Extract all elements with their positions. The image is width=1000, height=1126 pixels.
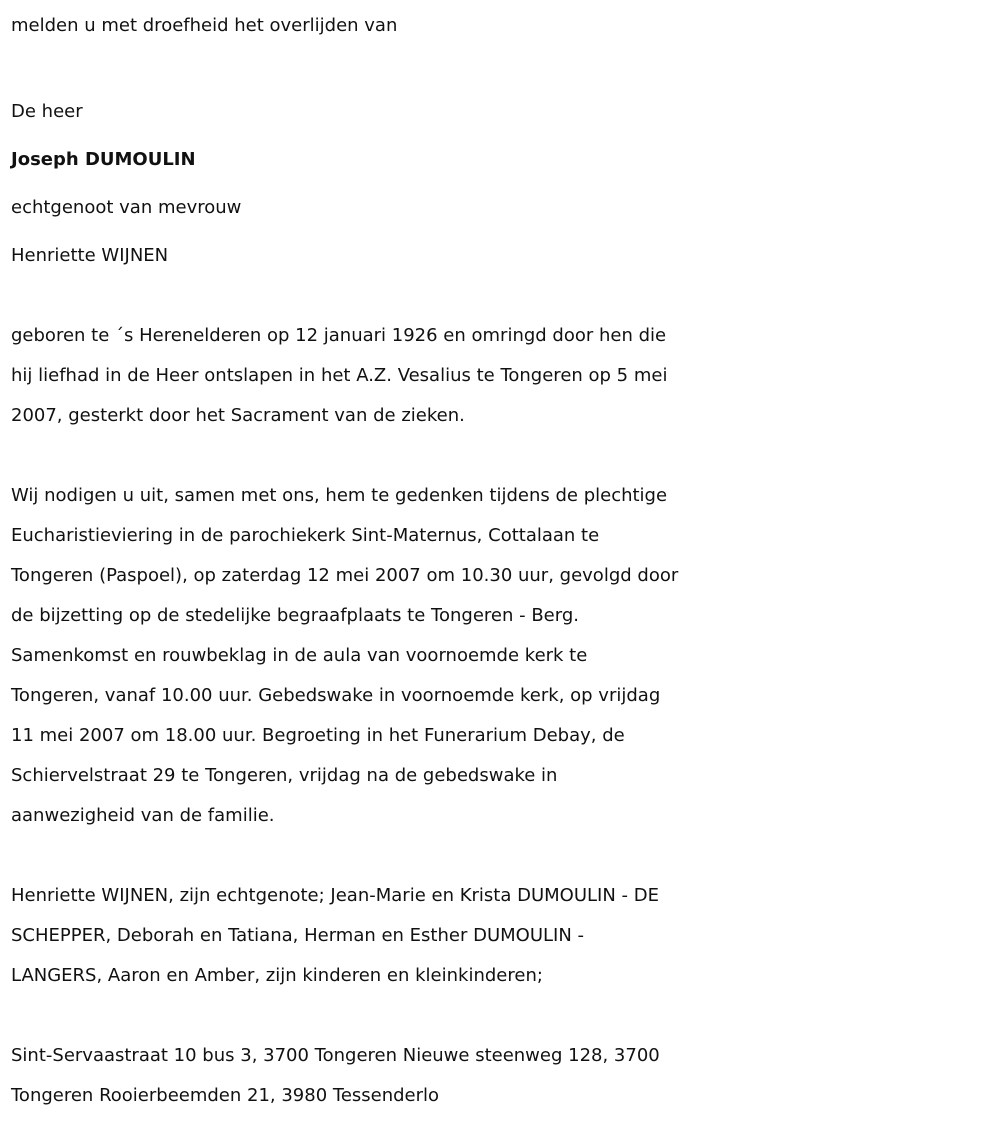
obituary-document (11, 0, 991, 1116)
paragraph-line: 2007, gesterkt door het Sacrament van de zieken. (11, 405, 465, 426)
paragraph-line: Tongeren (Paspoel), op zaterdag 12 mei 2007 om 10.30 uur, gevolgd door (11, 565, 679, 586)
ceremony-paragraph (11, 476, 991, 836)
paragraph-line: Sint-Servaastraat 10 bus 3, 3700 Tongeren Nieuwe steenweg 128, 3700 (11, 1045, 660, 1066)
paragraph-line: Schiervelstraat 29 te Tongeren, vrijdag na de gebedswake in (11, 765, 558, 786)
paragraph-line: 11 mei 2007 om 18.00 uur. Begroeting in het Funerarium Debay, de (11, 725, 625, 746)
paragraph-line: Tongeren Rooierbeemden 21, 3980 Tessenderlo (11, 1085, 440, 1106)
paragraph-line: Henriette WIJNEN, zijn echtgenote; Jean-Marie en Krista DUMOULIN - DE (11, 885, 659, 906)
paragraph-line: geboren te ´s Herenelderen op 12 januari 1926 en omringd door hen die (11, 325, 667, 346)
spouse-name: Henriette WIJNEN (11, 245, 169, 266)
birth-death-paragraph (11, 316, 991, 436)
address-paragraph (11, 1036, 991, 1116)
paragraph-line: Eucharistieviering in de parochiekerk Sint-Maternus, Cottalaan te (11, 525, 600, 546)
spouse-label: echtgenoot van mevrouw (11, 197, 242, 218)
paragraph-line: LANGERS, Aaron en Amber, zijn kinderen en kleinkinderen; (11, 965, 543, 986)
paragraph-line: aanwezigheid van de familie. (11, 805, 275, 826)
paragraph-line: de bijzetting op de stedelijke begraafplaats te Tongeren - Berg. (11, 605, 579, 626)
paragraph-line: Wij nodigen u uit, samen met ons, hem te gedenken tijdens de plechtige (11, 485, 668, 506)
paragraph-line: hij liefhad in de Heer ontslapen in het A.Z. Vesalius te Tongeren op 5 mei (11, 365, 668, 386)
paragraph-line: Tongeren, vanaf 10.00 uur. Gebedswake in voornoemde kerk, op vrijdag (11, 685, 661, 706)
intro-text: melden u met droefheid het overlijden van (11, 15, 398, 36)
family-paragraph (11, 876, 991, 996)
deceased-name: Joseph DUMOULIN (11, 149, 196, 170)
paragraph-line: SCHEPPER, Deborah en Tatiana, Herman en Esther DUMOULIN - (11, 925, 585, 946)
paragraph-line: Samenkomst en rouwbeklag in de aula van voornoemde kerk te (11, 645, 588, 666)
salutation: De heer (11, 101, 83, 122)
